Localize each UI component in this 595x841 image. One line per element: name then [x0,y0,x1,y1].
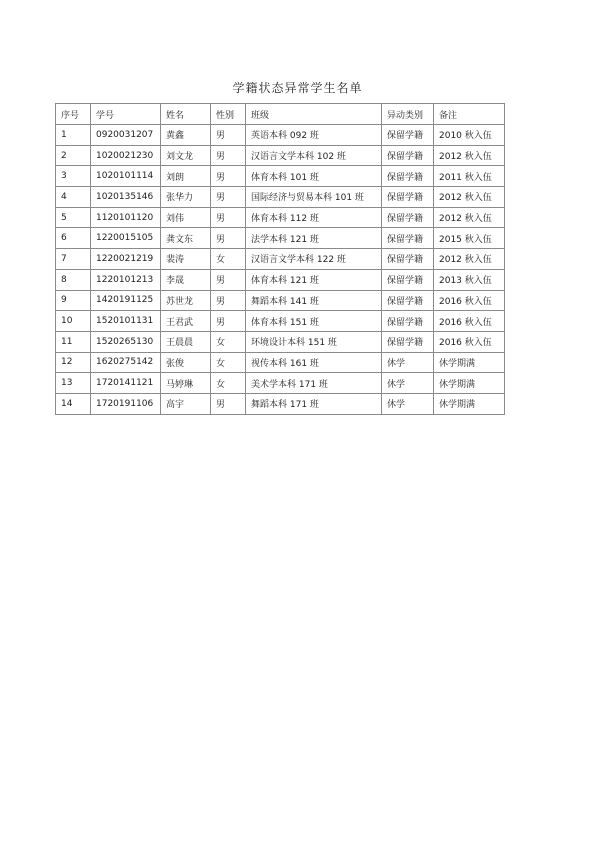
column-header-remarks: 备注 [434,104,505,125]
name-cell: 张华力 [161,187,211,208]
gender-cell: 女 [211,331,246,352]
table-row [56,373,505,394]
remarks-cell: 2012 秋入伍 [434,207,505,228]
name-cell: 马婷琳 [161,373,211,394]
remarks-cell: 2015 秋入伍 [434,228,505,249]
student-id-cell: 1220015105 [91,228,161,249]
table-header-row [56,104,505,125]
remarks-cell: 2016 秋入伍 [434,331,505,352]
remarks-cell: 休学期满 [434,352,505,373]
name-cell: 王晨晨 [161,331,211,352]
change-type-cell: 保留学籍 [382,249,434,270]
name-cell: 高宇 [161,393,211,414]
gender-cell: 男 [211,311,246,332]
student-id-cell: 1620275142 [91,352,161,373]
remarks-cell: 休学期满 [434,373,505,394]
index-cell: 4 [56,187,91,208]
column-header-student-id: 学号 [91,104,161,125]
class-cell: 汉语言文学本科 102 班 [246,145,382,166]
class-cell: 舞蹈本科 171 班 [246,393,382,414]
change-type-cell: 保留学籍 [382,187,434,208]
class-cell: 视传本科 161 班 [246,352,382,373]
index-cell: 10 [56,311,91,332]
index-cell: 1 [56,125,91,146]
gender-cell: 女 [211,249,246,270]
remarks-cell: 休学期满 [434,393,505,414]
change-type-cell: 休学 [382,352,434,373]
table-body [56,125,505,415]
gender-cell: 男 [211,166,246,187]
index-cell: 7 [56,249,91,270]
class-cell: 体育本科 112 班 [246,207,382,228]
name-cell: 龚文东 [161,228,211,249]
student-id-cell: 1120101120 [91,207,161,228]
change-type-cell: 保留学籍 [382,145,434,166]
index-cell: 6 [56,228,91,249]
table-row [56,228,505,249]
index-cell: 8 [56,269,91,290]
table-row [56,207,505,228]
remarks-cell: 2012 秋入伍 [434,145,505,166]
gender-cell: 女 [211,373,246,394]
student-id-cell: 1020021230 [91,145,161,166]
index-cell: 9 [56,290,91,311]
table-row [56,290,505,311]
gender-cell: 男 [211,207,246,228]
student-id-cell: 1520101131 [91,311,161,332]
gender-cell: 女 [211,352,246,373]
index-cell: 12 [56,352,91,373]
student-id-cell: 1720191106 [91,393,161,414]
change-type-cell: 保留学籍 [382,125,434,146]
index-cell: 3 [56,166,91,187]
column-header-index: 序号 [56,104,91,125]
class-cell: 美术学本科 171 班 [246,373,382,394]
change-type-cell: 休学 [382,393,434,414]
remarks-cell: 2011 秋入伍 [434,166,505,187]
table-row [56,352,505,373]
student-id-cell: 1420191125 [91,290,161,311]
remarks-cell: 2012 秋入伍 [434,249,505,270]
change-type-cell: 保留学籍 [382,269,434,290]
column-header-change-type: 异动类别 [382,104,434,125]
table-row [56,311,505,332]
gender-cell: 男 [211,228,246,249]
class-cell: 汉语言文学本科 122 班 [246,249,382,270]
gender-cell: 男 [211,187,246,208]
name-cell: 王君武 [161,311,211,332]
column-header-name: 姓名 [161,104,211,125]
index-cell: 5 [56,207,91,228]
name-cell: 刘文龙 [161,145,211,166]
student-id-cell: 1720141121 [91,373,161,394]
table-row [56,249,505,270]
gender-cell: 男 [211,269,246,290]
document-title: 学籍状态异常学生名单 [232,81,363,95]
student-id-cell: 1220021219 [91,249,161,270]
remarks-cell: 2012 秋入伍 [434,187,505,208]
change-type-cell: 保留学籍 [382,166,434,187]
table-row [56,331,505,352]
class-cell: 环境设计本科 151 班 [246,331,382,352]
change-type-cell: 保留学籍 [382,207,434,228]
gender-cell: 男 [211,393,246,414]
student-id-cell: 1020135146 [91,187,161,208]
table-row [56,187,505,208]
gender-cell: 男 [211,145,246,166]
student-id-cell: 0920031207 [91,125,161,146]
name-cell: 张俊 [161,352,211,373]
table-row [56,145,505,166]
name-cell: 李晟 [161,269,211,290]
index-cell: 11 [56,331,91,352]
change-type-cell: 保留学籍 [382,331,434,352]
name-cell: 黄鑫 [161,125,211,146]
change-type-cell: 保留学籍 [382,228,434,249]
class-cell: 舞蹈本科 141 班 [246,290,382,311]
change-type-cell: 休学 [382,373,434,394]
table-row [56,269,505,290]
name-cell: 刘朗 [161,166,211,187]
change-type-cell: 保留学籍 [382,311,434,332]
class-cell: 法学本科 121 班 [246,228,382,249]
remarks-cell: 2013 秋入伍 [434,269,505,290]
table-row [56,166,505,187]
column-header-class: 班级 [246,104,382,125]
class-cell: 体育本科 121 班 [246,269,382,290]
class-cell: 体育本科 151 班 [246,311,382,332]
index-cell: 14 [56,393,91,414]
table-row [56,125,505,146]
gender-cell: 男 [211,125,246,146]
name-cell: 裴涛 [161,249,211,270]
student-id-cell: 1020101114 [91,166,161,187]
class-cell: 国际经济与贸易本科 101 班 [246,187,382,208]
table-row [56,393,505,414]
change-type-cell: 保留学籍 [382,290,434,311]
name-cell: 苏世龙 [161,290,211,311]
class-cell: 英语本科 092 班 [246,125,382,146]
index-cell: 2 [56,145,91,166]
student-id-cell: 1220101213 [91,269,161,290]
class-cell: 体育本科 101 班 [246,166,382,187]
remarks-cell: 2016 秋入伍 [434,311,505,332]
student-status-table [55,103,505,415]
student-id-cell: 1520265130 [91,331,161,352]
gender-cell: 男 [211,290,246,311]
remarks-cell: 2016 秋入伍 [434,290,505,311]
index-cell: 13 [56,373,91,394]
name-cell: 刘伟 [161,207,211,228]
remarks-cell: 2010 秋入伍 [434,125,505,146]
column-header-gender: 性别 [211,104,246,125]
